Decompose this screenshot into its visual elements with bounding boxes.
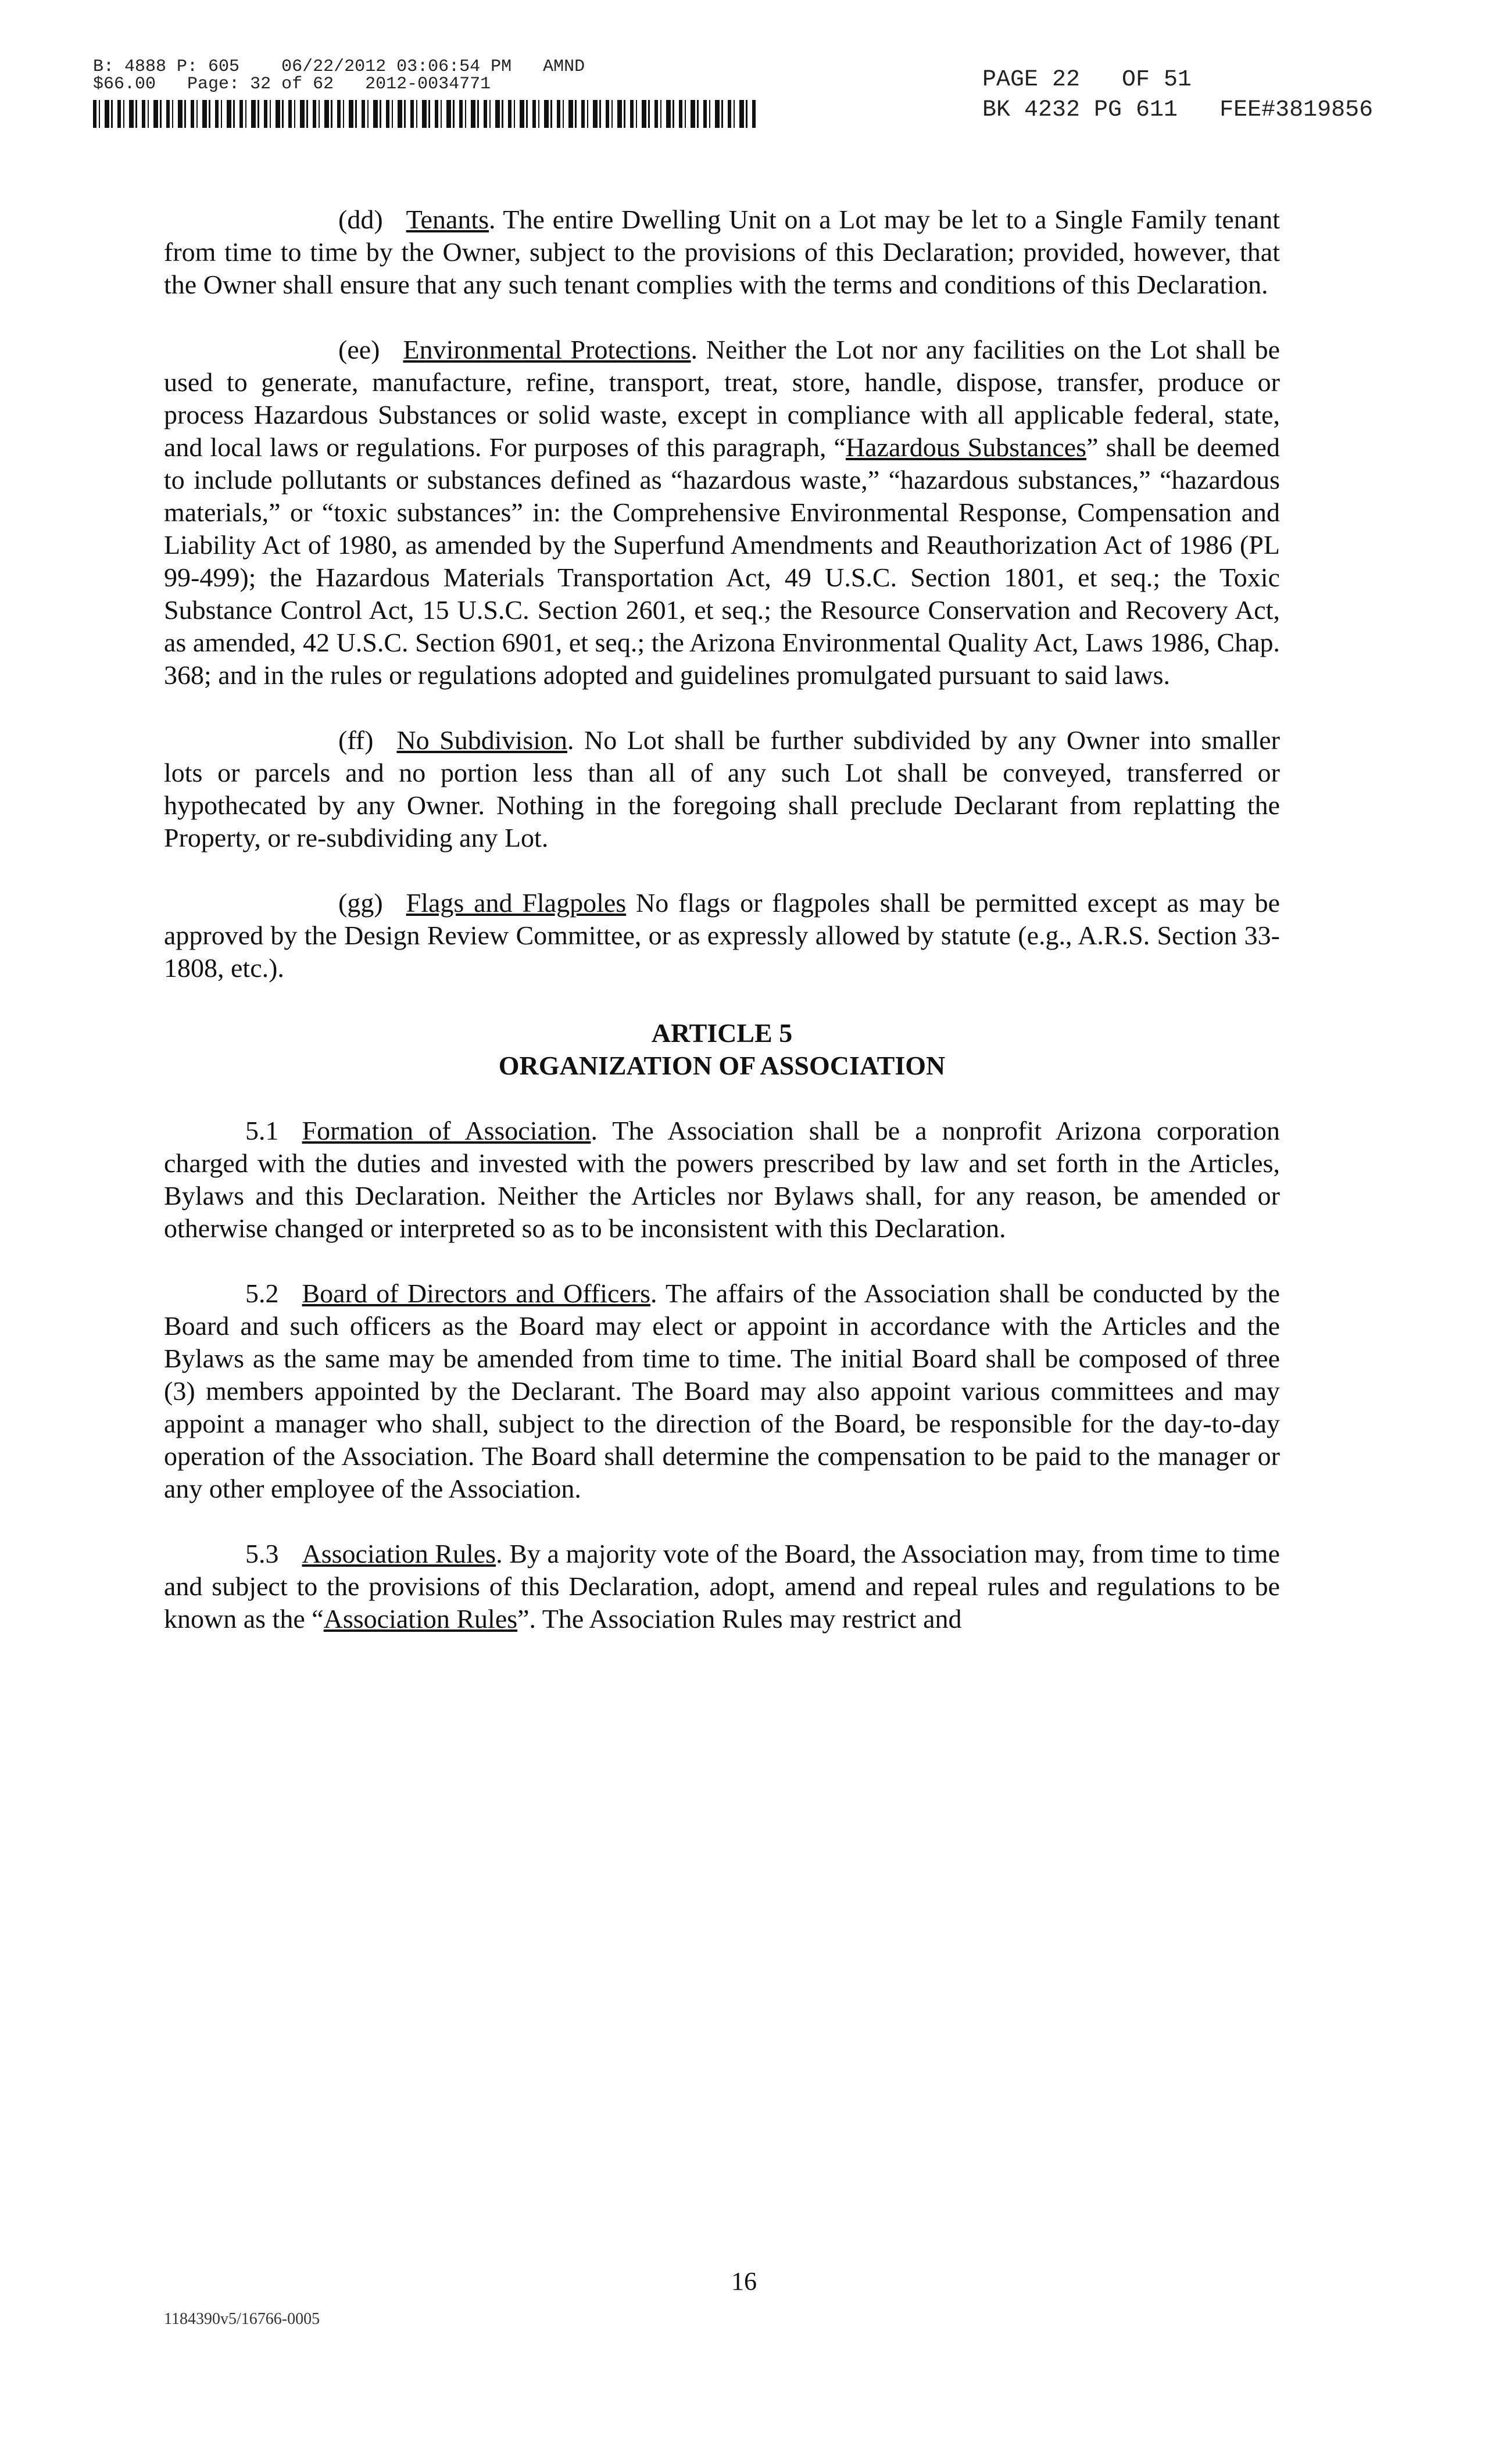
section-number: 5.1 [245, 1116, 279, 1145]
section-5-3 [164, 1538, 1280, 1635]
item-heading: Flags and Flagpoles [406, 888, 627, 918]
item-text: . Neither the Lot nor any facilities on the Lot shall be used to generate, manufacture, refine, transport, treat, store, handle, dispose, transfer, produce or process Hazardous Substances or solid waste, except in compliance with all applicable federal, state, and local laws or regulations. For purposes of this paragraph, “ [164, 335, 1280, 462]
section-heading: Board of Directors and Officers [302, 1278, 651, 1308]
item-heading: No Subdivision [396, 725, 567, 755]
document-body [164, 203, 1280, 1668]
item-text: . The entire Dwelling Unit on a Lot may be let to a Single Family tenant from time to time by the Owner, subject to the provisions of this Declaration; provided, however, that the Owner shall ensure that any such tenant complies with the terms and conditions of this Declaration. [164, 205, 1280, 299]
page-stamp-book: BK 4232 PG 611 FEE#3819856 [982, 97, 1373, 123]
item-number: (dd) [338, 205, 383, 234]
item-heading: Tenants [406, 205, 489, 234]
stamp-page-of: Page: 32 of 62 [187, 74, 334, 94]
page-stamp [982, 65, 1412, 126]
stamp-doc-number: 2012-0034771 [365, 74, 491, 94]
section-number: 5.3 [245, 1539, 279, 1568]
section-text: . The affairs of the Association shall be conducted by the Board and such officers as the Board may elect or appoint in accordance with the Articles and the Bylaws as the same may be amended from time to time. The initial Board shall be composed of three (3) members appointed by the Declarant. The Board may also appoint various committees and may appoint a manager who shall, subject to the direction of the Board, be responsible for the day-to-day operation of the Association. The Board shall determine the compensation to be paid to the manager or any other employee of the Association. [164, 1278, 1280, 1503]
section-heading: Association Rules [302, 1539, 496, 1568]
stamp-book-page: B: 4888 P: 605 [93, 57, 240, 77]
section-text: ”. The Association Rules may restrict and [517, 1604, 962, 1634]
article-heading [164, 1017, 1280, 1082]
stamp-fee: $66.00 [93, 74, 156, 94]
paragraph-ff [164, 724, 1280, 854]
paragraph-gg [164, 887, 1280, 984]
stamp-datetime: 06/22/2012 03:06:54 PM [281, 57, 512, 77]
recording-barcode [93, 100, 756, 128]
section-5-2 [164, 1277, 1280, 1505]
section-heading: Formation of Association [302, 1116, 591, 1145]
recording-stamp [93, 58, 779, 128]
page-number: 16 [731, 2267, 757, 2295]
item-number: (ee) [338, 335, 380, 364]
item-number: (gg) [338, 888, 383, 918]
paragraph-dd [164, 203, 1280, 301]
section-text: . The Association shall be a nonprofit Arizona corporation charged with the duties and invested with the powers prescribed by law and set forth in the Articles, Bylaws and this Declaration. Neither the Articles nor Bylaws shall, for any reason, be amended or otherwise changed or interpreted so as to be inconsistent with this Declaration. [164, 1116, 1280, 1243]
paragraph-ee [164, 334, 1280, 692]
stamp-type: AMND [543, 57, 585, 77]
item-text: . No Lot shall be further subdivided by any Owner into smaller lots or parcels and no portion less than all of any such Lot shall be conveyed, transferred or hypothecated by any Owner. Nothing in the foregoing shall preclude Declarant from replatting the Property, or re-subdividing any Lot. [164, 725, 1280, 853]
defined-term: Hazardous Substances [845, 432, 1087, 462]
section-text: . By a majority vote of the Board, the Association may, from time to time and subject to the provisions of this Declaration, adopt, amend and repeal rules and regulations to be known as the “ [164, 1539, 1280, 1634]
page-stamp-page: PAGE 22 OF 51 [982, 67, 1192, 93]
item-text: ” shall be deemed to include pollutants or substances defined as “hazardous waste,” “hazardous substances,” “hazardous materials,” or “toxic substances” in: the Comprehensive Environmental Response, Compensation and Liability Act of 1980, as amended by the Superfund Amendments and Reauthorization Act of 1986 (PL 99-499); the Hazardous Materials Transportation Act, 49 U.S.C. Section 1801, et seq.; the Toxic Substance Control Act, 15 U.S.C. Section 2601, et seq.; the Resource Conservation and Recovery Act, as amended, 42 U.S.C. Section 6901, et seq.; the Arizona Environmental Quality Act, Laws 1986, Chap. 368; and in the rules or regulations adopted and guidelines promulgated pursuant to said laws. [164, 432, 1280, 690]
article-title: ORGANIZATION OF ASSOCIATION [498, 1051, 946, 1080]
item-text: No flags or flagpoles shall be permitted except as may be approved by the Design Review Committee, or as expressly allowed by statute (e.g., A.R.S. Section 33-1808, etc.). [164, 888, 1280, 983]
item-number: (ff) [338, 725, 374, 755]
defined-term: Association Rules [323, 1604, 518, 1634]
article-number: ARTICLE 5 [651, 1018, 793, 1048]
document-id: 1184390v5/16766-0005 [164, 2310, 320, 2328]
section-number: 5.2 [245, 1278, 279, 1308]
section-5-1 [164, 1115, 1280, 1245]
item-heading: Environmental Protections [403, 335, 691, 364]
